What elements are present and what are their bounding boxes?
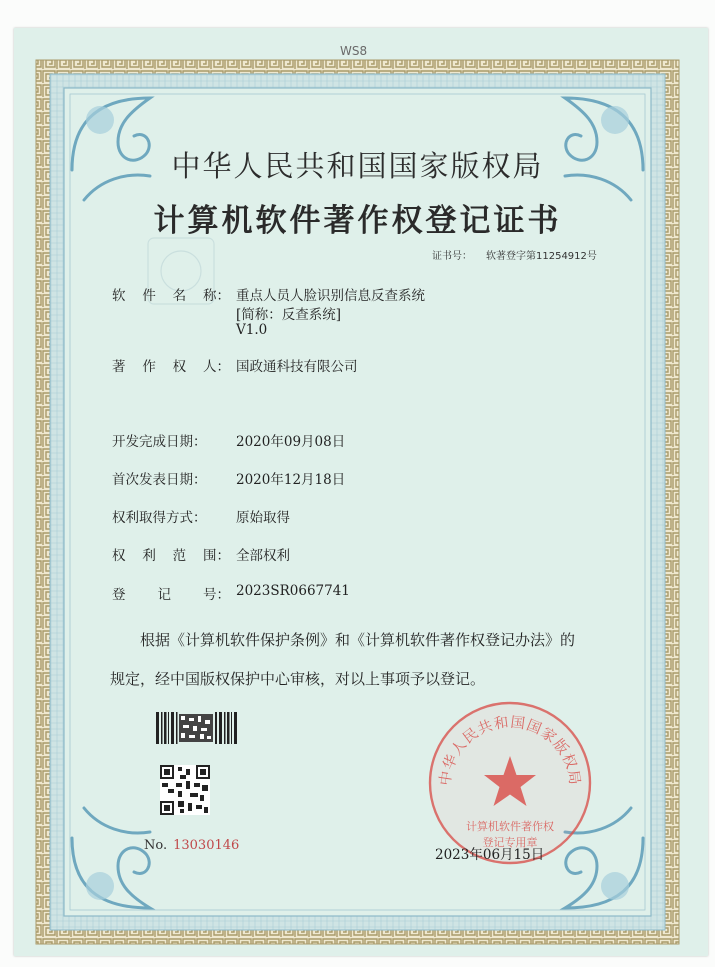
acquisition-method-value: 原始取得 (236, 510, 290, 526)
barcode-icon (156, 712, 238, 744)
software-name-line2: [简称：反查系统] (236, 307, 342, 323)
completion-date-label: 开发完成日期： (112, 434, 207, 450)
qr-code-icon (160, 765, 210, 815)
certificate-number-value: 软著登字第11254912号 (486, 251, 597, 262)
issue-date: 2023年06月15日 (435, 847, 545, 863)
serial-value: 13030146 (173, 838, 240, 853)
registration-number-value: 2023SR0667741 (236, 583, 350, 599)
first-publish-date-label: 首次发表日期： (112, 472, 207, 488)
serial-label: No. (144, 838, 168, 853)
first-publish-date-value: 2020年12月18日 (236, 472, 346, 488)
rights-scope-value: 全部权利 (236, 548, 290, 564)
copyright-owner-value: 国政通科技有限公司 (236, 359, 358, 375)
statement-line2: 规定，经中国版权保护中心审核，对以上事项予以登记。 (110, 670, 486, 688)
seal-inner-line1: 计算机软件著作权 (466, 820, 554, 833)
seal-outer-text: 中华人民共和国国家版权局 (437, 714, 583, 787)
certificate-title: 计算机软件著作权登记证书 (153, 203, 562, 239)
software-name-line1: 重点人员人脸识别信息反查系统 (236, 288, 425, 304)
field-label: 软 件 名 称： (112, 288, 230, 304)
certificate-number-label: 证书号： (432, 251, 472, 262)
statement-line1: 根据《计算机软件保护条例》和《计算机软件著作权登记办法》的 (140, 631, 576, 649)
serial-number (144, 838, 239, 853)
software-version: V1.0 (236, 322, 268, 338)
seal-inner-line2: 登记专用章 (482, 836, 538, 849)
authority-title: 中华人民共和国国家版权局 (171, 149, 544, 183)
field-label: 著 作 权 人： (112, 359, 230, 375)
field-label: 权 利 范 围： (112, 548, 230, 564)
handwritten-mark: WS8 (340, 44, 368, 58)
completion-date-value: 2020年09月08日 (236, 434, 346, 450)
acquisition-method-label: 权利取得方式： (112, 510, 207, 526)
certificate-number (432, 247, 597, 262)
field-label: 登 记 号： (112, 587, 230, 603)
